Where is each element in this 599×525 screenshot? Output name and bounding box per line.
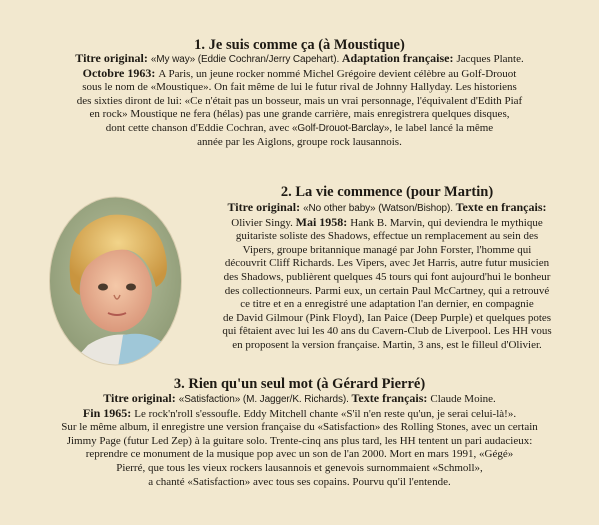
text-line [182, 216, 592, 231]
text-run: Jimmy Page (futur Led Zep) à la guitare solo. Trente-cinq ans plus tard, les HH tentent un pari audacieux: [66, 434, 533, 447]
text-run: qui fêtaient avec lui les 40 ans du Cavern-Club de Liverpool. Les HH vous [222, 325, 552, 338]
text-line [0, 421, 599, 435]
text-line [182, 244, 592, 258]
text-run: «No other baby» (Watson/Bishop). [303, 203, 456, 214]
text-line [0, 448, 599, 462]
field-label: Texte français: [351, 391, 431, 405]
text-run: des sixties diront de lui: «Ce n'était pas un bosseur, mais un vrai personnage, l'équivalent d'Edith Piaf [76, 94, 523, 107]
text-line [182, 271, 592, 285]
text-line [0, 476, 599, 490]
text-run: des Shadows, publièrent quelques 45 tours qui font aujourd'hui le bonheur [223, 270, 551, 283]
field-label: Adaptation française: [341, 51, 457, 65]
song-1-text [0, 52, 599, 149]
text-line [0, 67, 599, 82]
text-run: guitariste soliste des Shadows, effectue un remplacement au sein des [235, 230, 539, 243]
text-run: Vipers, groupe britannique managé par John Forster, l'homme qui [242, 243, 532, 256]
text-run: Olivier Singy. [231, 216, 296, 229]
song-3-title: 3. Rien qu'un seul mot (à Gérard Pierré) [173, 376, 426, 392]
song-2-title: 2. La vie commence (pour Martin) [280, 184, 494, 200]
text-line [0, 136, 599, 150]
text-line [0, 435, 599, 449]
text-run: découvrit Cliff Richards. Les Vipers, avec Jet Harris, autre futur musicien [224, 257, 550, 270]
text-run: en rock» Moustique ne fera (hélas) pas une grande carrière, mais enregistrera quelques disques, [89, 108, 510, 121]
text-run: A Paris, un jeune rocker nommé Michel Grégoire devient célèbre au Golf-Drouot [158, 67, 517, 80]
text-run: Pierré, que tous les vieux rockers lausannois et genevois surnommaient «Schmoll», [116, 461, 483, 474]
text-line [182, 285, 592, 299]
text-line [182, 257, 592, 271]
text-run: Jacques Plante. [456, 53, 524, 65]
text-run: dont cette chanson d'Eddie Cochran, avec [105, 121, 292, 134]
field-label: Titre original: [103, 391, 179, 405]
field-label: Titre original: [227, 200, 304, 214]
text-run: «Golf-Drouot-Barclay» [291, 122, 390, 134]
text-line [182, 298, 592, 312]
text-line [182, 325, 592, 339]
toddler-photo [48, 195, 183, 367]
text-run: «Satisfaction» (M. Jagger/K. Richards). [178, 394, 352, 405]
field-label: Fin 1965: [82, 405, 135, 420]
text-line [0, 52, 599, 67]
text-line [0, 122, 599, 136]
text-line [0, 108, 599, 122]
text-run: des collectionneurs. Parmi eux, un certain Paul McCartney, qui a retrouvé [224, 284, 550, 297]
text-run: ce titre et en a enregistré une adaptation l'an dernier, en compagnie [240, 298, 534, 311]
text-run: , le label lancé la même [389, 121, 494, 134]
text-run: a chanté «Satisfaction» avec tous ses copains. Pourvu qu'il l'entende. [148, 475, 451, 488]
song-3-text [0, 392, 599, 489]
text-line [0, 392, 599, 407]
text-line [182, 230, 592, 244]
text-run: de David Gilmour (Pink Floyd), Ian Paice (Deep Purple) et quelques potes [222, 311, 552, 324]
text-run: Hank B. Marvin, qui deviendra le mythique [350, 216, 543, 229]
field-label: Mai 1958: [295, 214, 351, 229]
text-run: sous le nom de «Moustique». On fait même de lui le futur rival de Johnny Hallyday. Les historiens [82, 81, 517, 94]
text-run: en proposent la version française. Martin, 3 ans, est le filleul d'Olivier. [232, 338, 542, 351]
text-line [0, 462, 599, 476]
text-line [0, 81, 599, 95]
text-run: Claude Moine. [430, 393, 496, 405]
text-run: «My way» (Eddie Cochran/Jerry Capehart). [150, 54, 342, 65]
song-1-title: 1. Je suis comme ça (à Moustique) [194, 37, 405, 53]
text-line [182, 339, 592, 353]
field-label: Titre original: [75, 51, 151, 65]
text-run: année par les Aiglons, groupe rock lausannois. [197, 135, 402, 148]
field-label: Texte en français: [455, 200, 547, 214]
field-label: Octobre 1963: [82, 65, 159, 80]
text-line [0, 407, 599, 422]
text-run: Sur le même album, il enregistre une version française du «Satisfaction» des Rolling Stones, avec un certain [61, 421, 538, 434]
text-line [182, 201, 592, 216]
text-run: reprendre ce monument de la musique pop avec un son de l'an 2000. Mort en mars 1991, «Gégé» [85, 448, 514, 461]
song-2-text [182, 201, 592, 353]
text-run: Le rock'n'roll s'essoufle. Eddy Mitchell chante «S'il n'en reste qu'un, je serai celui-là!». [134, 407, 517, 420]
text-line [0, 95, 599, 109]
text-line [182, 312, 592, 326]
